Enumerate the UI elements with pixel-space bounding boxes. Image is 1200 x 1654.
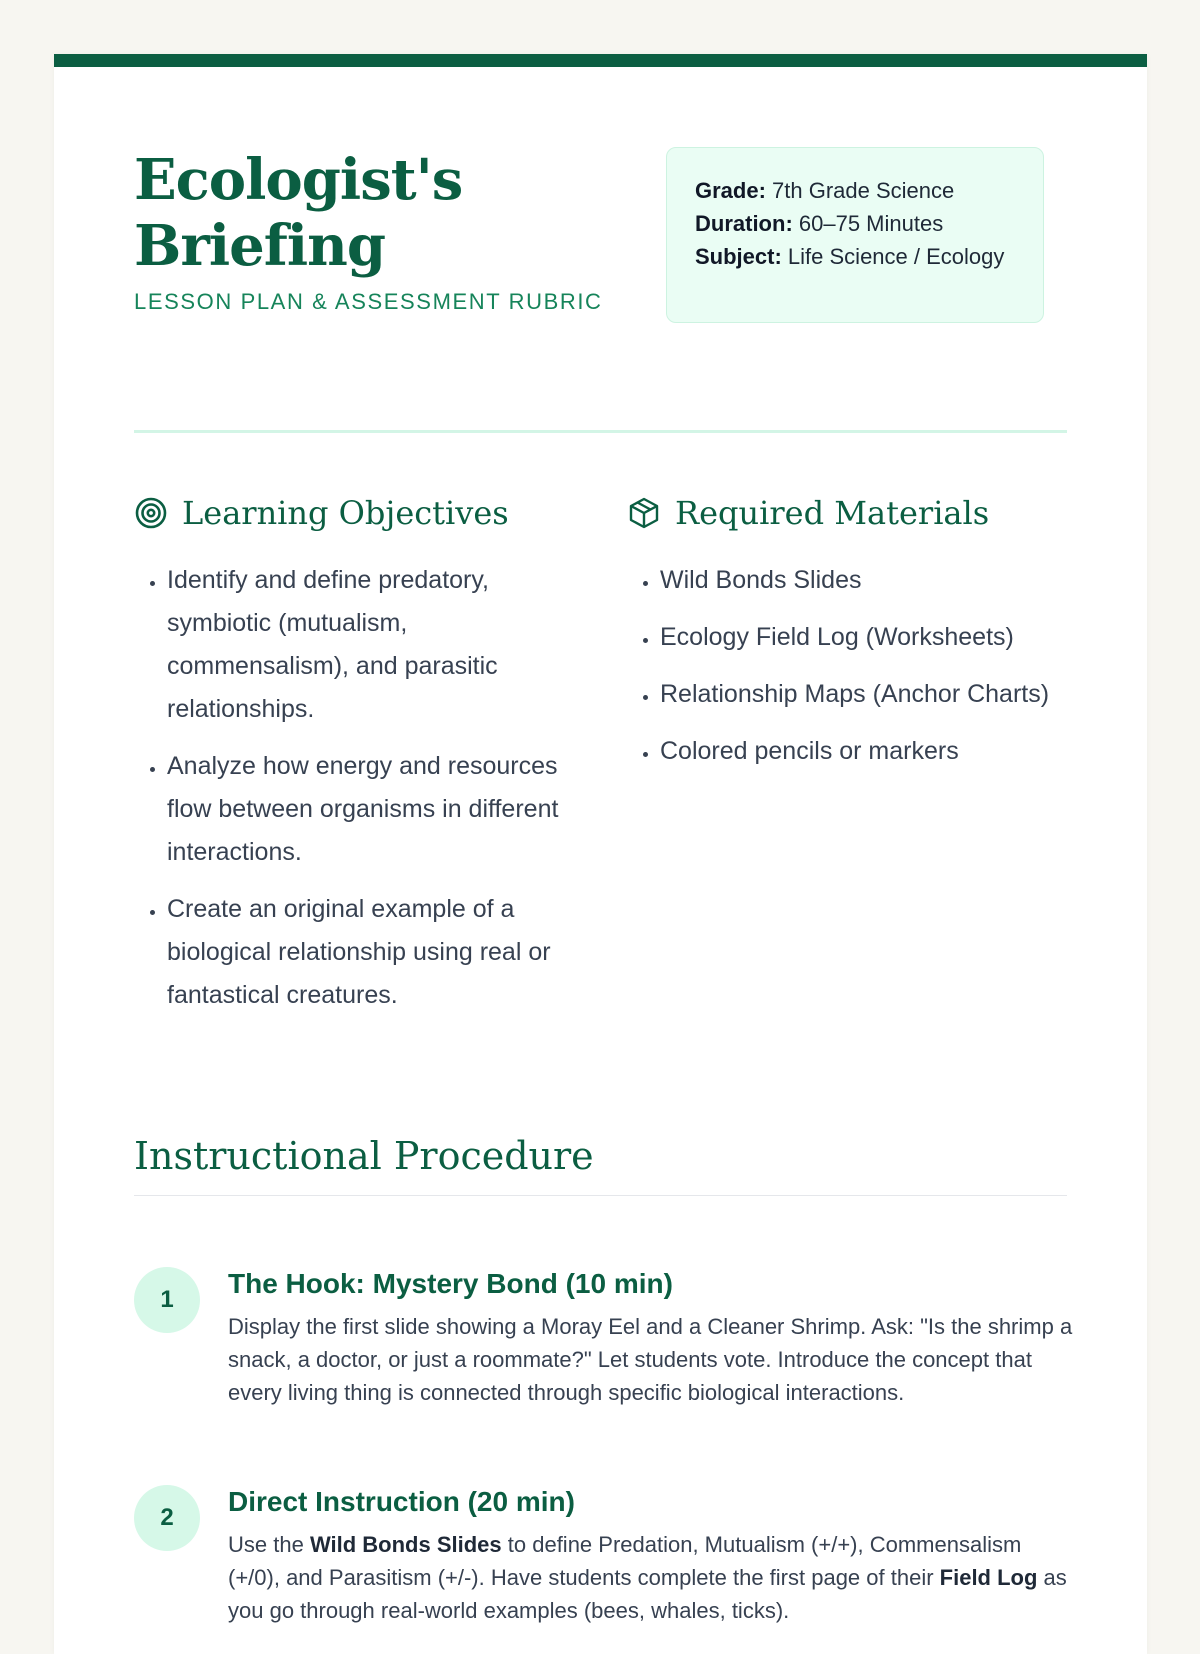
target-icon <box>134 496 168 530</box>
meta-subject-value: Life Science / Ecology <box>787 244 1005 269</box>
meta-subject <box>695 240 1043 273</box>
list-item: • Create an original example of a biological relationship using real or fantastical creatures. <box>167 888 587 1017</box>
page-subtitle: LESSON PLAN & ASSESSMENT RUBRIC <box>134 289 603 314</box>
lesson-meta-card <box>666 147 1044 323</box>
objectives-list <box>134 559 587 1031</box>
meta-duration-label: Duration: <box>695 211 793 236</box>
meta-duration <box>695 207 1043 240</box>
procedure-divider <box>134 1195 1067 1196</box>
step-number-badge: 2 <box>134 1485 200 1551</box>
meta-grade-value: 7th Grade Science <box>772 178 955 203</box>
list-item: • Identify and define predatory, symbiotic (mutualism, commensalism), and parasitic relationships. <box>167 559 587 731</box>
step-title: Direct Instruction (20 min) <box>228 1486 575 1517</box>
meta-subject-label: Subject: <box>695 244 782 269</box>
meta-grade <box>695 174 1043 207</box>
list-item: • Wild Bonds Slides <box>660 559 1100 602</box>
objectives-heading-text: Learning Objectives <box>182 494 509 532</box>
page-title: Ecologist's Briefing <box>134 147 463 279</box>
step-description: Display the first slide showing a Moray Eel and a Cleaner Shrimp. Ask: "Is the shrimp a snack, a doctor, or just a roommate?" Let students vote. Introduce the concept that every living thing is connected through specific biological interactions. <box>228 1314 1073 1405</box>
materials-heading-text: Required Materials <box>675 494 990 532</box>
meta-grade-label: Grade: <box>695 178 766 203</box>
step-text: as you go through real-world examples (bees, whales, ticks). <box>228 1565 1067 1623</box>
step-title: The Hook: Mystery Bond (10 min) <box>228 1268 673 1299</box>
procedure-heading: Instructional Procedure <box>134 1134 594 1178</box>
list-item: • Analyze how energy and resources flow between organisms in different interactions. <box>167 745 587 874</box>
list-item: • Colored pencils or markers <box>660 730 1100 773</box>
top-accent-bar <box>54 54 1147 67</box>
materials-heading <box>627 492 989 534</box>
materials-list <box>627 559 1100 787</box>
list-item: • Ecology Field Log (Worksheets) <box>660 616 1100 659</box>
list-item: • Relationship Maps (Anchor Charts) <box>660 673 1100 716</box>
step-text: Use the <box>228 1532 310 1557</box>
box-icon <box>627 496 661 530</box>
step-number-badge: 1 <box>134 1267 200 1333</box>
lesson-plan-page <box>54 54 1147 1654</box>
header-divider <box>134 430 1067 433</box>
meta-duration-value: 60–75 Minutes <box>798 211 944 236</box>
objectives-heading <box>134 492 509 534</box>
step-text-bold: Wild Bonds Slides <box>309 1532 502 1557</box>
step-text: to define Predation, Mutualism (+/+), Commensalism (+/0), and Parasitism (+/-). Have students complete the first page of their <box>228 1532 1022 1590</box>
step-description <box>228 1528 1073 1627</box>
step-text-bold: Field Log <box>939 1565 1038 1590</box>
